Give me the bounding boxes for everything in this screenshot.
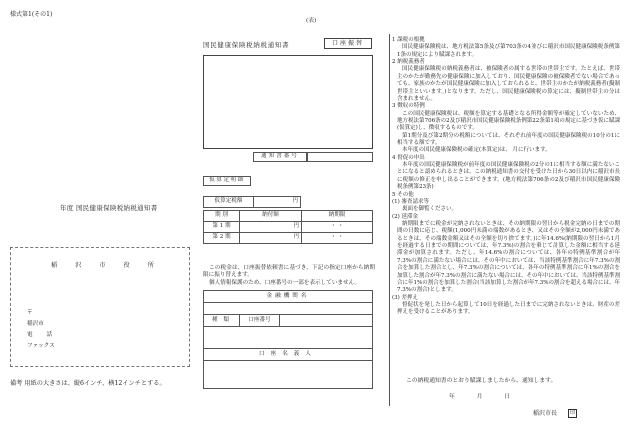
table-row: [204, 233, 373, 244]
postal-mark: 〒: [27, 310, 33, 316]
notice-number-label: 通知書番号: [253, 152, 307, 162]
legal-paragraph: 納期限までに税金が完納されないときは、その納期限の翌日から税金完納の日までの期間の日数に応じ、税額(1,000円未満の端数があるとき、又はその全額が2,000円未満であるときは、その端数金額又はその全額を切り捨てます。)に年14.6%(納期限の翌日から1月を経過する日までの期間については、年7.3%)の割合を乗じて計算した金額に相当する延滞金が加算されます。ただし、年14.6%の割合については、各年の特例基準割合が年7.3%の割合に満たない場合には、その年中においては、当該特例基準割合に年7.3%の割合を加算した割合とし、年7.3%の割合については、各年の特例基準割合に年1%の割合を加算した割合が年7.3%の割合に満たない場合には、その年中においては、当該特例基準割合に年1%の割合を加算した割合(当該加算した割合が年7.3%の割合を超える場合には、年7.3%の割合)とします。: [397, 220, 620, 294]
fax-label: ファックス: [27, 343, 55, 349]
row-due: ・ ・: [302, 222, 373, 233]
legal-paragraph: 本年度の国民健康保険税が前年度の国民健康保険税の2分の1に相当する額に満たないことになると認められるときは、この納税通知書の交付を受けた日から30日以内に稲沢市長に税額の修正を申し出ることができます。(地方税法第706条の2及び稲沢市国民健康保険税条例第23条): [397, 162, 620, 191]
divider: [389, 34, 390, 406]
side-label: (表): [306, 18, 317, 24]
provisional-amount-yen: 円: [254, 197, 301, 208]
legal-heading: 5 その他: [392, 191, 414, 198]
legal-heading: 2 納税義務者: [392, 59, 425, 66]
legal-heading: 1 課税の根拠: [392, 37, 425, 43]
type-label: 種 類: [204, 315, 240, 327]
type-value-row: [204, 327, 373, 349]
legal-paragraph: 裏面を御覧ください。: [402, 206, 458, 213]
transfer-note: [203, 265, 375, 280]
row-amount: 円: [240, 233, 302, 244]
row-period: 第 1 期: [204, 222, 240, 233]
row-amount: 円: [240, 222, 302, 233]
legal-paragraph: 国民健康保険税の納税義務者は、被保険者の属する世帯の世帯主です。たとえば、世帯主のかたが勤務先の健康保険に加入しており、国民健康保険の被保険者でない場合であっても、家族のかたが国民健康保険に加入しておられると、世帯主のかたが納税義務者(擬制世帯主といいます。)となります。ただし、国民健康保険税の算定には、擬制世帯主の分は含まれません。: [397, 66, 620, 102]
city-office: 稲 沢 市 役 所: [51, 262, 162, 269]
institution-value: [204, 303, 373, 315]
city-name: 稲沢市: [27, 321, 44, 327]
legal-notes: [392, 37, 620, 317]
header-amount: 納付額: [240, 211, 302, 222]
address-window: [203, 55, 373, 149]
row-due: ・ ・: [302, 233, 373, 244]
legal-paragraph: 国民健康保険税は、地方税法第5条及び第703条の4並びに稲沢市国民健康保険税条例第1条の規定により賦課されます。: [397, 44, 620, 58]
legal-paragraph: 第1期分及び第2期分の税額については、それぞれ前年度の国民健康保険税の10分の1に相当する額です。: [397, 132, 620, 147]
installments-label: 仮算定明細: [203, 176, 251, 186]
legal-heading: (3) 差押え: [392, 294, 419, 301]
transfer-note-text: この税金は、口座振替依頼書に基づき、下記の指定口座から納期限に振り替えます。: [203, 265, 375, 279]
provisional-amount-table: [203, 196, 301, 208]
header-period: 期 別: [204, 211, 240, 222]
legal-paragraph: 督促状を発した日から起算して10日を経過した日までに完納されないときは、財産の差押えを受けることがあります。: [397, 301, 620, 316]
legal-heading: 3 徴収の特例: [392, 103, 425, 110]
provisional-amount-label: 仮算定税額: [204, 197, 254, 208]
installment-table: [203, 210, 373, 244]
table-row: [204, 222, 373, 233]
account-no-label: 口座番号: [240, 315, 280, 327]
legal-heading: (2) 延滞金: [392, 213, 419, 220]
legal-heading: (1) 審査請求等: [392, 198, 430, 205]
bank-table: [203, 290, 373, 389]
transfer-badge: 口座振替: [324, 38, 372, 49]
phone-label: 電 話: [27, 332, 58, 338]
holder-label: 口座名義人: [204, 349, 373, 361]
legal-heading: 4 督促の申出: [392, 154, 425, 161]
seal: 印: [570, 410, 576, 416]
row-period: 第 2 期: [204, 233, 240, 244]
holder-value: [204, 361, 373, 389]
privacy-note: 個人情報保護のため、口座番号の一部を表示していません。: [209, 280, 361, 286]
legal-paragraph: 本年度の国民健康保険税の確定(本算定)は、 月に行います。: [402, 147, 551, 154]
form-id: 様式第1(その1): [10, 11, 53, 18]
date-line: 年 月 日: [449, 394, 521, 400]
header-due: 納期限: [302, 211, 373, 222]
mayor-name: 稲沢市長: [533, 410, 558, 417]
closing-text: この納税通知書のとおり賦課しましたから、通知します。: [406, 378, 557, 384]
footnote: 備考 用紙の大きさは、縦6インチ、横12インチとする。: [10, 380, 166, 387]
address-block: [10, 247, 190, 367]
left-notice-title: 年度 国民健康保険税納税通知書: [60, 204, 158, 212]
notice-number-value: [307, 152, 373, 162]
account-no-value: [280, 315, 373, 327]
legal-paragraph: この国民健康保険税は、税額を算定する基礎となる所得金額等が確定していないため、地方税法第706条の2及び稲沢市国民健康保険税条例第22条第1項の規定に基づき仮に賦課(仮算定)し、徴収するものです。: [397, 110, 620, 132]
notice-title: 国民健康保険税納税通知書: [203, 41, 290, 49]
institution-label: 金融機関名: [204, 291, 373, 303]
